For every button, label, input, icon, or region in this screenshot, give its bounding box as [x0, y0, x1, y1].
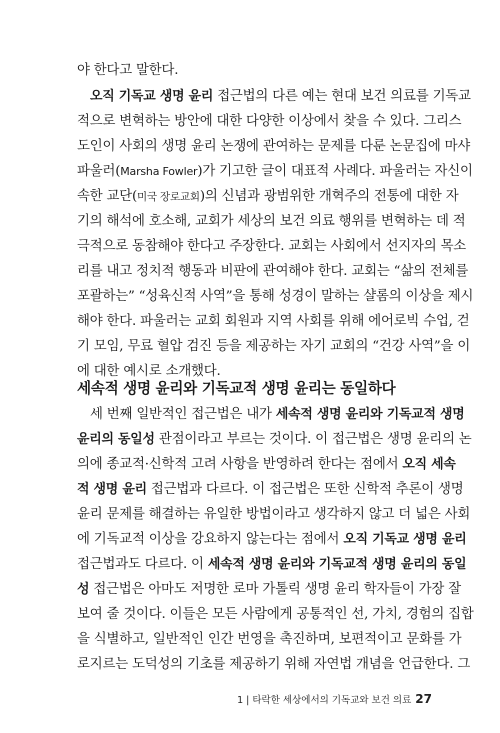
text: 야 한다고 말한다.	[77, 63, 179, 78]
text: 파울러(	[77, 164, 121, 179]
body-line	[77, 604, 474, 626]
text: 의에 종교적·신학적 고려 사항을 반영하려 한다는 점에서	[77, 457, 403, 472]
body-line	[77, 211, 466, 233]
body-line	[77, 554, 467, 576]
body-line	[77, 654, 471, 676]
text: 에 기독교적 이상을 강요하지 않는다는 점에서	[77, 532, 344, 547]
text: 세 번째 일반적인 접근법은 내가	[90, 407, 276, 422]
text: 윤리 문제를 해결하는 유일한 방법이라고 생각하지 않고 더 넓은 사회	[77, 507, 471, 522]
latin-name: Marsha Fowler	[120, 165, 198, 178]
text: 기의 해석에 호소해, 교회가 세상의 보건 의료 행위를 변혁하는 데 적	[77, 214, 466, 229]
body-line	[77, 136, 471, 158]
body-line	[77, 429, 472, 451]
bold-term: 오직 기독교 생명 윤리	[343, 532, 467, 547]
body-line	[77, 111, 462, 133]
body-line	[77, 629, 462, 651]
body-line	[77, 479, 464, 501]
text: 해야 한다. 파울러는 교회 회원과 지역 사회를 위해 에어로빅 수업, 걷	[77, 314, 470, 329]
text: 에 대한 예시로 소개했다.	[77, 364, 221, 379]
text: 접근법과 다르다. 이 접근법은 또한 신학적 추론이 생명	[146, 482, 464, 497]
text: 접근법은 아마도 저명한 로마 가톨릭 생명 윤리 학자들이 가장 잘	[89, 582, 461, 597]
text: 도인이 사회의 생명 윤리 논쟁에 관여하는 문제를 다룬 논문집에 마샤	[77, 139, 471, 154]
text: 을 식별하고, 일반적인 인간 번영을 촉진하며, 보편적이고 문화를 가	[77, 632, 462, 647]
body-line	[77, 336, 471, 358]
body-line	[77, 161, 473, 183]
section-heading: 세속적 생명 윤리와 기독교적 생명 윤리는 동일하다	[77, 380, 396, 397]
text: 극적으로 동참해야 한다고 주장한다. 교회는 사회에서 선지자의 목소	[77, 239, 467, 254]
body-line	[77, 261, 469, 283]
page-number: 27	[415, 692, 432, 706]
bold-term: 성	[77, 582, 90, 597]
text: 기 모임, 무료 혈압 검진 등을 제공하는 자기 교회의 “건강 사역”을 이	[77, 339, 471, 354]
text: 접근법과도 다르다. 이	[77, 557, 208, 572]
body-line	[77, 579, 461, 601]
bold-term: 적 생명 윤리	[77, 482, 147, 497]
text: 보여 줄 것이다. 이들은 모든 사람에게 공통적인 선, 가치, 경험의 집합	[77, 607, 474, 622]
text: 리를 내고 정치적 행동과 비판에 관여해야 한다. 교회는 “삶의 전체를	[77, 264, 469, 279]
small-note: 미국 장로교회	[137, 191, 200, 203]
body-line	[77, 236, 467, 258]
body-line	[77, 60, 433, 82]
body-line	[77, 311, 470, 333]
body-line	[77, 454, 456, 476]
body-line	[77, 186, 459, 208]
text: 적으로 변혁하는 방안에 대한 다양한 이상에서 찾을 수 있다. 그리스	[77, 114, 462, 129]
body-line	[77, 504, 471, 526]
bold-term: 세속적 생명 윤리와 기독교적 생명	[275, 407, 465, 422]
text: 포괄하는” “성육신적 사역”을 통해 성경이 말하는 샬롬의 이상을 제시	[77, 289, 474, 304]
running-footer-title: 1 | 타락한 세상에서의 기독교와 보건 의료	[237, 695, 412, 706]
page-footer	[237, 690, 432, 708]
bold-term: 오직 세속	[402, 457, 456, 472]
body-line	[90, 404, 465, 426]
bold-term: 윤리의 동일성	[77, 432, 155, 447]
body-line	[77, 529, 467, 551]
text: 로지르는 도덕성의 기초를 제공하기 위해 자연법 개념을 언급한다. 그	[77, 657, 471, 672]
text: 접근법의 다른 예는 현대 보건 의료를 기독교	[213, 89, 471, 104]
text: 관점이라고 부르는 것이다. 이 접근법은 생명 윤리의 논	[154, 432, 472, 447]
text: 속한 교단(	[77, 189, 138, 204]
text: )가 기고한 글이 대표적 사례다. 파울러는 자신이	[197, 164, 473, 179]
body-line	[77, 286, 474, 308]
bold-term: 오직 기독교 생명 윤리	[90, 89, 214, 104]
bold-term: 세속적 생명 윤리와 기독교적 생명 윤리의 동일	[207, 557, 467, 572]
body-line	[90, 86, 471, 108]
text: )의 신념과 광범위한 개혁주의 전통에 대한 자	[199, 189, 459, 204]
